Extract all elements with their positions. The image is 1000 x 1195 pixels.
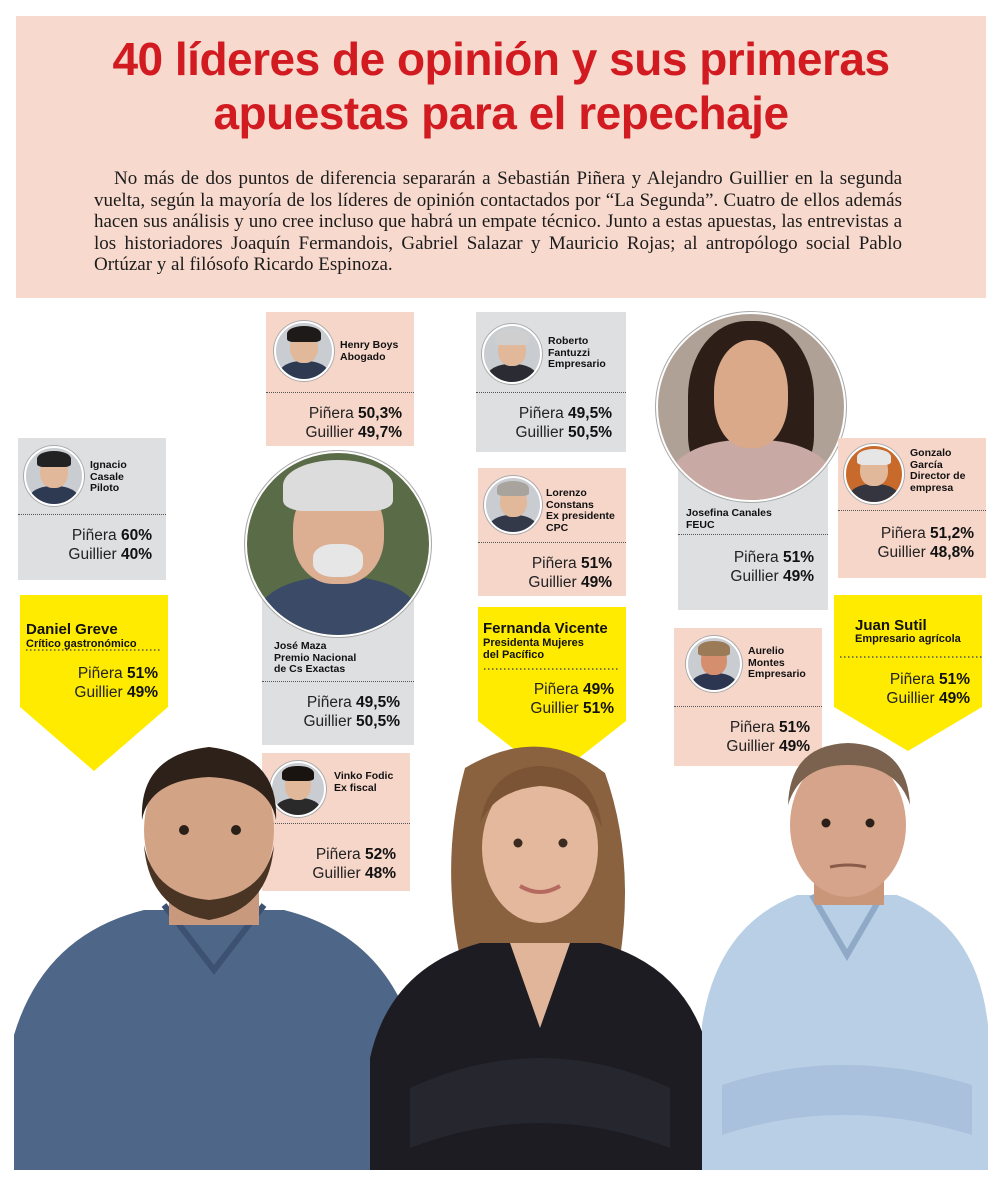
daniel-greve-votes: Piñera 51% Guillier 49% xyxy=(74,665,158,701)
headline-line-1: 40 líderes de opinión y sus primeras xyxy=(112,33,890,85)
gonzalo-garcia-name: Gonzalo García Director de empresa xyxy=(910,447,966,494)
headline xyxy=(16,32,986,140)
josefina-canales-photo xyxy=(656,312,846,502)
ignacio-casale-photo xyxy=(24,446,84,506)
intro-paragraph: No más de dos puntos de diferencia separarán a Sebastián Piñera y Alejandro Guillier en la segunda vuelta, según la mayoría de los líderes de opinión contactados por “La Segunda”. Cuatro de ellos además hacen sus análisis y uno cree incluso que habrá un empate técnico. Junto a estas apuestas, las entrevistas a los historiadores Joaquín Fermandois, Gabriel Salazar y Mauricio Rojas; al antropólogo social Pablo Ortúzar y al filósofo Ricardo Espinoza. xyxy=(94,168,902,275)
fernanda-vicente-votes: Piñera 49% Guillier 51% xyxy=(530,681,614,717)
card-lorenzo-constans xyxy=(478,468,626,596)
juan-sutil-votes: Piñera 51% Guillier 49% xyxy=(886,671,970,707)
aurelio-montes-photo xyxy=(686,636,742,692)
card-gonzalo-garcia xyxy=(838,438,986,578)
aurelio-montes-name: Aurelio Montes Empresario xyxy=(748,645,806,680)
henry-boys-name: Henry Boys Abogado xyxy=(340,339,399,363)
gonzalo-garcia-photo xyxy=(844,444,904,504)
card-roberto-fantuzzi xyxy=(476,312,626,452)
lorenzo-constans-photo xyxy=(484,476,542,534)
fernanda-vicente-name: Fernanda Vicente xyxy=(483,620,608,637)
josefina-canales-votes: Piñera 51% Guillier 49% xyxy=(730,549,814,585)
josefina-canales-name: Josefina Canales FEUC xyxy=(686,507,772,531)
daniel-greve-portrait xyxy=(14,735,414,1170)
ignacio-casale-name: Ignacio Casale Piloto xyxy=(90,459,127,494)
juan-sutil-portrait xyxy=(702,725,988,1170)
lorenzo-constans-votes: Piñera 51% Guillier 49% xyxy=(528,555,612,591)
header-panel xyxy=(16,16,986,298)
roberto-fantuzzi-name: Roberto Fantuzzi Empresario xyxy=(548,335,606,370)
henry-boys-votes: Piñera 50,3% Guillier 49,7% xyxy=(305,405,402,441)
gonzalo-garcia-votes: Piñera 51,2% Guillier 48,8% xyxy=(877,525,974,561)
lorenzo-constans-name: Lorenzo Constans Ex presidente CPC xyxy=(546,487,615,534)
fernanda-vicente-portrait xyxy=(370,728,710,1170)
juan-sutil-role: Empresario agrícola xyxy=(855,633,961,645)
vinko-fodic-name: Vinko Fodic Ex fiscal xyxy=(334,770,394,794)
aurelio-montes-votes: Piñera 51% Guillier 49% xyxy=(726,719,810,755)
jose-maza-photo xyxy=(245,451,431,637)
fernanda-vicente-role: Presidenta Mujeres del Pacífico xyxy=(483,637,584,661)
card-henry-boys xyxy=(266,312,414,446)
roberto-fantuzzi-photo xyxy=(482,324,542,384)
headline-line-2: apuestas para el repechaje xyxy=(213,87,789,139)
daniel-greve-name: Daniel Greve xyxy=(26,621,118,638)
vinko-fodic-votes: Piñera 52% Guillier 48% xyxy=(312,846,396,882)
daniel-greve-role: Crítico gastronómico xyxy=(26,638,137,650)
henry-boys-photo xyxy=(274,321,334,381)
roberto-fantuzzi-votes: Piñera 49,5% Guillier 50,5% xyxy=(515,405,612,441)
card-ignacio-casale xyxy=(18,438,166,580)
jose-maza-name: José Maza Premio Nacional de Cs Exactas xyxy=(274,640,357,675)
ignacio-casale-votes: Piñera 60% Guillier 40% xyxy=(68,527,152,563)
jose-maza-votes: Piñera 49,5% Guillier 50,5% xyxy=(303,694,400,730)
juan-sutil-name: Juan Sutil xyxy=(855,617,927,634)
